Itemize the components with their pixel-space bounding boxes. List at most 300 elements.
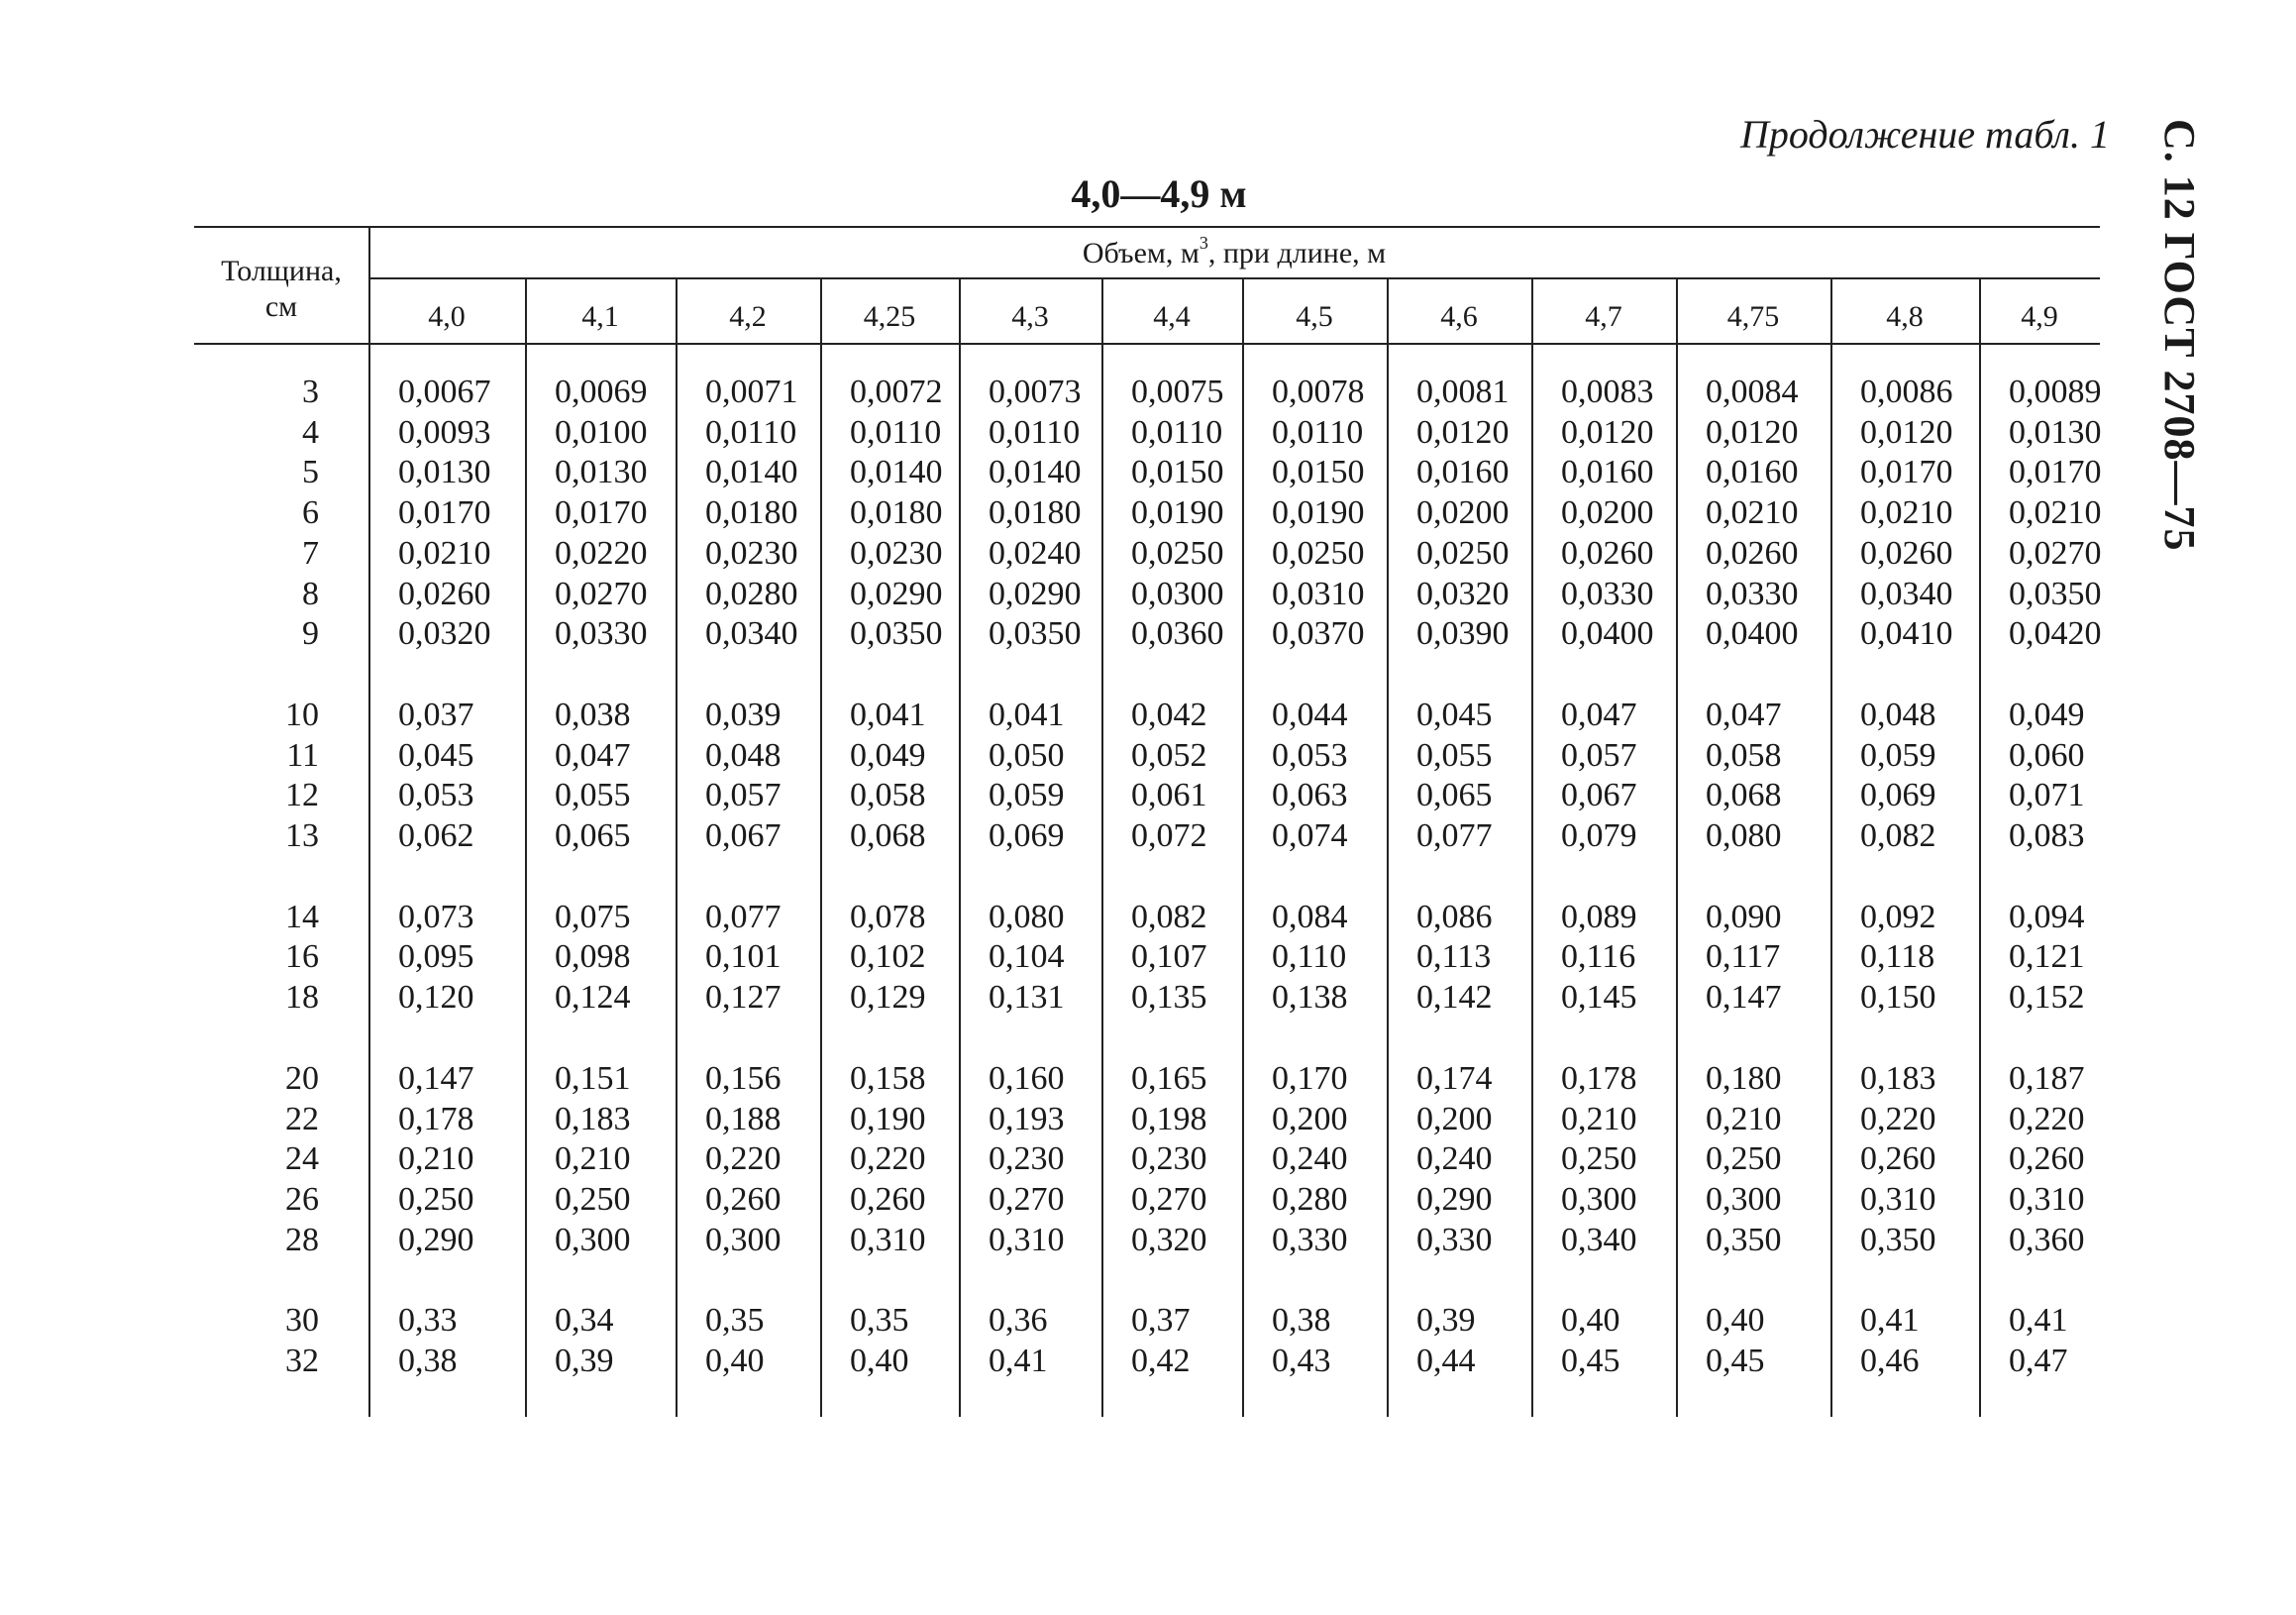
thickness-cell: 24 [285,1140,319,1178]
page-number-text: С. 12 ГОСТ 2708—75 [2155,119,2204,552]
volume-cell: 0,200 [1272,1100,1348,1137]
volume-cell: 0,082 [1131,898,1207,935]
volume-cell: 0,151 [555,1059,631,1097]
thickness-cell: 7 [302,534,319,572]
volume-cell: 0,0370 [1272,615,1365,653]
volume-cell: 0,0320 [398,615,491,653]
volume-cell: 0,0083 [1561,374,1654,410]
volume-cell: 0,183 [555,1100,631,1137]
volume-cell: 0,0069 [555,374,648,410]
volume-cell: 0,0180 [989,494,1082,532]
volume-cell: 0,0340 [1860,575,1953,612]
volume-cell: 0,170 [1272,1059,1348,1097]
volume-cell: 0,069 [1860,777,1936,814]
volume-cell: 0,0086 [1860,374,1953,410]
volume-cell: 0,089 [1561,898,1637,935]
column-divider [1531,277,1533,1417]
volume-cell: 0,138 [1272,979,1348,1017]
volume-cell: 0,061 [1131,777,1207,814]
volume-cell: 0,0170 [2009,454,2102,491]
volume-cell: 0,280 [1272,1180,1348,1218]
volume-cell: 0,38 [398,1343,458,1379]
volume-cell: 0,0160 [1416,454,1510,491]
volume-cell: 0,39 [555,1343,614,1379]
volume-cell: 0,068 [850,817,926,854]
volume-cell: 0,0330 [555,615,648,653]
volume-cell: 0,121 [2009,938,2085,976]
page-number-label [2100,119,2248,585]
volume-cell: 0,092 [1860,898,1936,935]
volume-cell: 0,47 [2009,1343,2068,1379]
volume-cell: 0,152 [2009,979,2085,1017]
thickness-cell: 32 [285,1343,319,1379]
volume-cell: 0,33 [398,1302,458,1340]
volume-cell: 0,0250 [1416,534,1510,572]
volume-cell: 0,044 [1272,696,1348,733]
volume-cell: 0,039 [705,696,782,733]
volume-cell: 0,0260 [398,575,491,612]
volume-cell: 0,135 [1131,979,1207,1017]
volume-cell: 0,098 [555,938,631,976]
volume-cell: 0,053 [398,777,474,814]
thickness-cell: 8 [302,575,319,612]
volume-cell: 0,0250 [1272,534,1365,572]
volume-cell: 0,042 [1131,696,1207,733]
volume-cell: 0,037 [398,696,474,733]
volume-cell: 0,049 [850,736,926,774]
volume-cell: 0,240 [1272,1140,1348,1178]
volume-cell: 0,0073 [989,374,1082,410]
volume-cell: 0,310 [2009,1180,2085,1218]
volume-cell: 0,129 [850,979,926,1017]
volume-cell: 0,0150 [1272,454,1365,491]
volume-cell: 0,340 [1561,1221,1637,1258]
volume-cell: 0,0210 [1706,494,1799,532]
volume-cell: 0,059 [989,777,1065,814]
volume-cell: 0,145 [1561,979,1637,1017]
volume-cell: 0,41 [989,1343,1048,1379]
volume-cell: 0,077 [1416,817,1493,854]
volume-cell: 0,0350 [989,615,1082,653]
volume-cell: 0,260 [2009,1140,2085,1178]
volume-cell: 0,127 [705,979,782,1017]
volume-cell: 0,220 [850,1140,926,1178]
volume-cell: 0,0110 [1272,413,1364,451]
volume-cell: 0,0071 [705,374,798,410]
volume-cell: 0,0093 [398,413,491,451]
volume-header-prefix: Объем, м [1082,237,1200,269]
volume-cell: 0,0140 [989,454,1082,491]
volume-cell: 0,40 [705,1343,765,1379]
volume-cell: 0,220 [705,1140,782,1178]
volume-cell: 0,240 [1416,1140,1493,1178]
volume-cell: 0,35 [705,1302,765,1340]
volume-cell: 0,0110 [850,413,942,451]
volume-cell: 0,0350 [2009,575,2102,612]
volume-cell: 0,048 [705,736,782,774]
volume-cell: 0,0200 [1416,494,1510,532]
volume-cell: 0,041 [850,696,926,733]
volume-cell: 0,0240 [989,534,1082,572]
volume-cell: 0,073 [398,898,474,935]
volume-cell: 0,0170 [398,494,491,532]
volume-cell: 0,102 [850,938,926,976]
volume-cell: 0,0072 [850,374,943,410]
volume-cell: 0,220 [1860,1100,1936,1137]
volume-cell: 0,0320 [1416,575,1510,612]
volume-cell: 0,0350 [850,615,943,653]
column-divider [525,277,527,1417]
volume-cell: 0,183 [1860,1059,1936,1097]
volume-cell: 0,220 [2009,1100,2085,1137]
volume-cell: 0,052 [1131,736,1207,774]
volume-cell: 0,116 [1561,938,1636,976]
volume-cell: 0,0130 [2009,413,2102,451]
column-divider [1101,277,1103,1417]
volume-cell: 0,047 [1561,696,1637,733]
volume-cell: 0,038 [555,696,631,733]
thickness-cell: 3 [302,374,319,410]
volume-cell: 0,045 [1416,696,1493,733]
volume-cell: 0,193 [989,1100,1065,1137]
volume-cell: 0,058 [850,777,926,814]
volume-cell: 0,057 [1561,736,1637,774]
volume-cell: 0,188 [705,1100,782,1137]
volume-cell: 0,055 [1416,736,1493,774]
volume-cell: 0,0081 [1416,374,1510,410]
thickness-cell: 13 [285,817,319,854]
volume-cell: 0,0075 [1131,374,1224,410]
volume-cell: 0,142 [1416,979,1493,1017]
volume-cell: 0,065 [555,817,631,854]
volume-cell: 0,178 [398,1100,474,1137]
column-divider [959,277,961,1417]
thickness-cell: 5 [302,454,319,491]
volume-cell: 0,072 [1131,817,1207,854]
volume-cell: 0,0120 [1706,413,1799,451]
volume-cell: 0,300 [1706,1180,1782,1218]
volume-cell: 0,075 [555,898,631,935]
volume-cell: 0,198 [1131,1100,1207,1137]
length-header: 4,25 [863,300,916,333]
volume-cell: 0,360 [2009,1221,2085,1258]
volume-cell: 0,048 [1860,696,1936,733]
volume-cell: 0,053 [1272,736,1348,774]
volume-cell: 0,090 [1706,898,1782,935]
volume-cell: 0,0120 [1561,413,1654,451]
volume-cell: 0,0400 [1561,615,1654,653]
volume-cell: 0,0340 [705,615,798,653]
volume-cell: 0,060 [2009,736,2085,774]
column-divider [1830,277,1832,1417]
volume-cell: 0,0078 [1272,374,1365,410]
volume-cell: 0,0390 [1416,615,1510,653]
volume-cell: 0,058 [1706,736,1782,774]
thickness-cell: 11 [286,736,319,774]
volume-table [194,226,2100,1417]
volume-cell: 0,0084 [1706,374,1799,410]
volume-cell: 0,260 [705,1180,782,1218]
volume-cell: 0,0290 [850,575,943,612]
volume-cell: 0,41 [2009,1302,2068,1340]
volume-cell: 0,290 [1416,1180,1493,1218]
volume-cell: 0,068 [1706,777,1782,814]
volume-cell: 0,187 [2009,1059,2085,1097]
volume-header [368,233,2100,271]
volume-cell: 0,118 [1860,938,1935,976]
length-header: 4,6 [1440,300,1478,333]
volume-cell: 0,0140 [705,454,798,491]
length-range-title: 4,0—4,9 м [1071,171,1247,216]
thickness-cell: 10 [285,696,319,733]
length-header: 4,0 [428,300,466,333]
volume-cell: 0,0220 [555,534,648,572]
volume-cell: 0,069 [989,817,1065,854]
volume-cell: 0,37 [1131,1302,1191,1340]
volume-cell: 0,178 [1561,1059,1637,1097]
thickness-cell: 28 [285,1221,319,1258]
volume-cell: 0,0067 [398,374,491,410]
volume-cell: 0,35 [850,1302,909,1340]
volume-cell: 0,0160 [1706,454,1799,491]
length-header: 4,3 [1011,300,1049,333]
thickness-cell: 9 [302,615,319,653]
thickness-cell: 6 [302,494,319,532]
volume-cell: 0,0420 [2009,615,2102,653]
volume-cell: 0,131 [989,979,1065,1017]
length-header: 4,7 [1585,300,1622,333]
volume-header-suffix: , при длине, м [1207,237,1387,269]
volume-cell: 0,047 [1706,696,1782,733]
volume-cell: 0,180 [1706,1059,1782,1097]
volume-cell: 0,0210 [1860,494,1953,532]
volume-cell: 0,074 [1272,817,1348,854]
volume-cell: 0,057 [705,777,782,814]
volume-cell: 0,150 [1860,979,1936,1017]
volume-cell: 0,270 [989,1180,1065,1218]
volume-cell: 0,065 [1416,777,1493,814]
volume-cell: 0,047 [555,736,631,774]
volume-cell: 0,071 [2009,777,2085,814]
volume-cell: 0,0180 [850,494,943,532]
volume-cell: 0,0270 [555,575,648,612]
thickness-cell: 14 [285,898,319,935]
volume-cell: 0,310 [989,1221,1065,1258]
column-divider [1242,277,1244,1417]
volume-cell: 0,0170 [1860,454,1953,491]
volume-cell: 0,190 [850,1100,926,1137]
volume-cell: 0,147 [1706,979,1782,1017]
volume-cell: 0,0410 [1860,615,1953,653]
length-header: 4,1 [581,300,619,333]
volume-cell: 0,095 [398,938,474,976]
volume-cell: 0,41 [1860,1302,1920,1340]
volume-cell: 0,165 [1131,1059,1207,1097]
volume-cell: 0,063 [1272,777,1348,814]
thickness-cell: 16 [285,938,319,976]
volume-cell: 0,077 [705,898,782,935]
volume-cell: 0,300 [705,1221,782,1258]
volume-cell: 0,260 [850,1180,926,1218]
volume-cell: 0,0120 [1416,413,1510,451]
volume-cell: 0,0150 [1131,454,1224,491]
volume-cell: 0,0230 [850,534,943,572]
length-header: 4,2 [729,300,767,333]
volume-cell: 0,0290 [989,575,1082,612]
header-bottom-rule [194,343,2100,345]
volume-cell: 0,230 [989,1140,1065,1178]
volume-cell: 0,113 [1416,938,1492,976]
volume-cell: 0,147 [398,1059,474,1097]
volume-cell: 0,0200 [1561,494,1654,532]
volume-cell: 0,078 [850,898,926,935]
volume-cell: 0,059 [1860,736,1936,774]
thickness-cell: 22 [285,1100,319,1137]
volume-cell: 0,0110 [989,413,1081,451]
volume-cell: 0,0400 [1706,615,1799,653]
volume-cell: 0,210 [1706,1100,1782,1137]
volume-header-rule [368,277,2100,279]
volume-cell: 0,086 [1416,898,1493,935]
volume-cell: 0,080 [989,898,1065,935]
table-continuation-label: Продолжение табл. 1 [1739,112,2110,157]
volume-cell: 0,250 [555,1180,631,1218]
volume-cell: 0,0140 [850,454,943,491]
volume-cell: 0,34 [555,1302,614,1340]
volume-cell: 0,270 [1131,1180,1207,1218]
volume-cell: 0,0210 [2009,494,2102,532]
volume-cell: 0,174 [1416,1059,1493,1097]
volume-cell: 0,049 [2009,696,2085,733]
volume-cell: 0,156 [705,1059,782,1097]
volume-cell: 0,39 [1416,1302,1476,1340]
volume-cell: 0,0190 [1131,494,1224,532]
volume-cell: 0,36 [989,1302,1048,1340]
volume-cell: 0,117 [1706,938,1781,976]
length-header: 4,4 [1153,300,1191,333]
volume-cell: 0,0130 [398,454,491,491]
volume-cell: 0,0210 [398,534,491,572]
volume-cell: 0,0190 [1272,494,1365,532]
volume-cell: 0,0110 [1131,413,1223,451]
volume-cell: 0,250 [1561,1140,1637,1178]
volume-cell: 0,350 [1706,1221,1782,1258]
volume-cell: 0,0110 [705,413,797,451]
volume-cell: 0,094 [2009,898,2085,935]
volume-cell: 0,067 [1561,777,1637,814]
thickness-cell: 20 [285,1059,319,1097]
thickness-cell: 4 [302,413,319,451]
volume-cell: 0,300 [555,1221,631,1258]
volume-cell: 0,0170 [555,494,648,532]
volume-cell: 0,44 [1416,1343,1476,1379]
volume-cell: 0,0330 [1706,575,1799,612]
volume-cell: 0,300 [1561,1180,1637,1218]
volume-cell: 0,0280 [705,575,798,612]
column-divider [1979,277,1981,1417]
thickness-cell: 30 [285,1302,319,1340]
thickness-column-header [194,254,368,325]
volume-cell: 0,0360 [1131,615,1224,653]
volume-cell: 0,46 [1860,1343,1920,1379]
volume-cell: 0,110 [1272,938,1347,976]
volume-cell: 0,38 [1272,1302,1331,1340]
volume-cell: 0,062 [398,817,474,854]
volume-cell: 0,083 [2009,817,2085,854]
volume-cell: 0,041 [989,696,1065,733]
volume-cell: 0,0089 [2009,374,2102,410]
volume-cell: 0,290 [398,1221,474,1258]
volume-cell: 0,158 [850,1059,926,1097]
thickness-cell: 18 [285,979,319,1017]
volume-cell: 0,045 [398,736,474,774]
volume-cell: 0,210 [398,1140,474,1178]
volume-cell: 0,080 [1706,817,1782,854]
volume-cell: 0,200 [1416,1100,1493,1137]
volume-cell: 0,40 [1706,1302,1765,1340]
table-top-rule [194,226,2100,228]
volume-cell: 0,0120 [1860,413,1953,451]
volume-cell: 0,0260 [1561,534,1654,572]
volume-cell: 0,320 [1131,1221,1207,1258]
volume-cell: 0,0300 [1131,575,1224,612]
volume-cell: 0,40 [850,1343,909,1379]
volume-cell: 0,250 [398,1180,474,1218]
volume-cell: 0,079 [1561,817,1637,854]
volume-cell: 0,210 [1561,1100,1637,1137]
volume-cell: 0,42 [1131,1343,1191,1379]
volume-cell: 0,210 [555,1140,631,1178]
length-header: 4,75 [1726,300,1780,333]
volume-cell: 0,107 [1131,938,1207,976]
volume-cell: 0,250 [1706,1140,1782,1178]
length-header: 4,5 [1296,300,1333,333]
volume-cell: 0,0250 [1131,534,1224,572]
volume-cell: 0,330 [1416,1221,1493,1258]
volume-cell: 0,082 [1860,817,1936,854]
volume-cell: 0,350 [1860,1221,1936,1258]
volume-cell: 0,0310 [1272,575,1365,612]
volume-cell: 0,45 [1706,1343,1765,1379]
volume-cell: 0,230 [1131,1140,1207,1178]
volume-cell: 0,0270 [2009,534,2102,572]
volume-cell: 0,124 [555,979,631,1017]
volume-cell: 0,330 [1272,1221,1348,1258]
volume-header-sup: 3 [1199,233,1208,253]
volume-cell: 0,0260 [1860,534,1953,572]
volume-cell: 0,45 [1561,1343,1620,1379]
volume-cell: 0,0100 [555,413,648,451]
volume-cell: 0,055 [555,777,631,814]
volume-cell: 0,40 [1561,1302,1620,1340]
length-header: 4,9 [2021,300,2058,333]
volume-cell: 0,0130 [555,454,648,491]
volume-cell: 0,0180 [705,494,798,532]
column-divider [1387,277,1389,1417]
volume-cell: 0,0230 [705,534,798,572]
volume-cell: 0,120 [398,979,474,1017]
volume-cell: 0,101 [705,938,782,976]
thickness-cell: 12 [285,777,319,814]
column-divider [1676,277,1678,1417]
length-header: 4,8 [1886,300,1924,333]
volume-cell: 0,084 [1272,898,1348,935]
volume-cell: 0,160 [989,1059,1065,1097]
volume-cell: 0,310 [1860,1180,1936,1218]
volume-cell: 0,43 [1272,1343,1331,1379]
volume-cell: 0,050 [989,736,1065,774]
thickness-cell: 26 [285,1180,319,1218]
